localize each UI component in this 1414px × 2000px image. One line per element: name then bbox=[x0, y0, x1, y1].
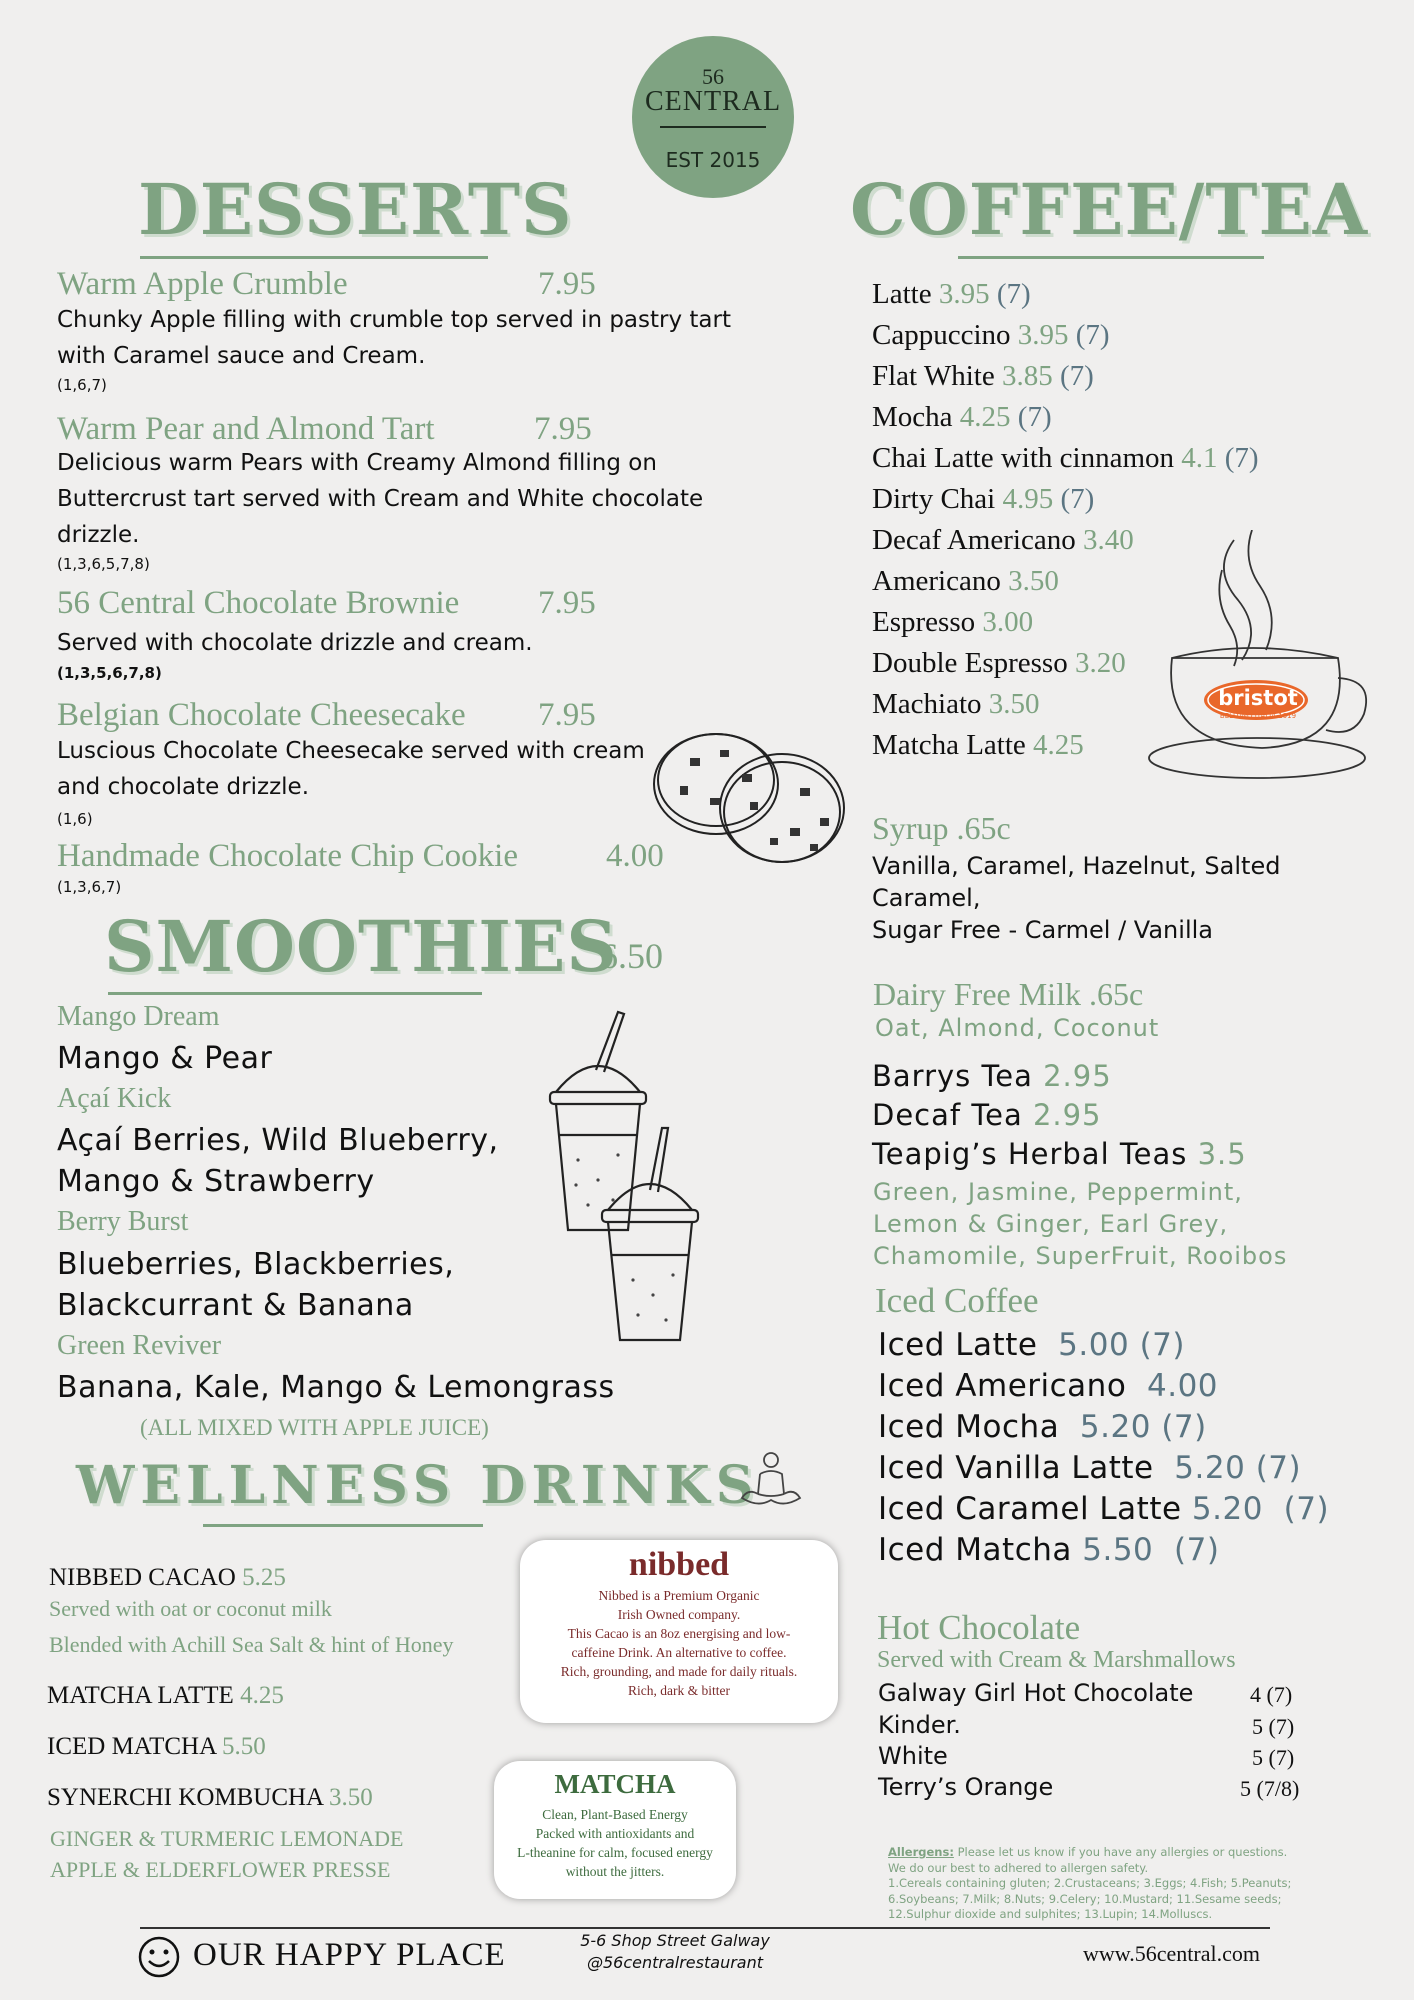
iced-price: 5.50 bbox=[1082, 1532, 1154, 1568]
syrup-line: Sugar Free - Carmel / Vanilla bbox=[872, 916, 1213, 944]
hot-chocolate-price: 5 (7) bbox=[1252, 1745, 1295, 1770]
coffee-name: Machiato bbox=[872, 688, 982, 720]
coffee-price: 3.95 bbox=[1017, 319, 1069, 351]
dessert-item-apple-crumble bbox=[57, 266, 757, 303]
allergen-intro: Please let us know if you have any allergies or questions. bbox=[957, 1845, 1288, 1859]
coffee-item bbox=[872, 274, 1259, 315]
dessert-price: 7.95 bbox=[538, 266, 596, 302]
smoothies-rule bbox=[108, 992, 482, 995]
dessert-description: Chunky Apple filling with crumble top served in pastry tart with Caramel sauce and Cream. bbox=[57, 307, 731, 369]
iced-allergen: (7) bbox=[1139, 1327, 1185, 1363]
logo-est: EST 2015 bbox=[665, 148, 761, 172]
dessert-price: 4.00 bbox=[606, 838, 664, 874]
iced-price: 5.00 bbox=[1058, 1327, 1130, 1363]
dessert-price: 7.95 bbox=[534, 411, 592, 447]
hot-chocolate-name: Terry’s Orange bbox=[878, 1773, 1054, 1801]
herbal-line: Chamomile, SuperFruit, Rooibos bbox=[873, 1242, 1288, 1270]
tea-price: 2.95 bbox=[1043, 1059, 1112, 1093]
iced-name: Iced Mocha bbox=[878, 1409, 1060, 1445]
nibbed-description bbox=[520, 1586, 838, 1700]
restaurant-logo bbox=[632, 36, 794, 198]
iced-allergen: (7) bbox=[1255, 1450, 1302, 1486]
dessert-name: Handmade Chocolate Chip Cookie bbox=[57, 838, 518, 874]
syrup-line: Vanilla, Caramel, Hazelnut, Salted bbox=[872, 852, 1281, 880]
coffee-price: 4.25 bbox=[1033, 729, 1084, 761]
footer-website[interactable]: www.56central.com bbox=[1083, 1941, 1260, 1966]
wellness-item-iced-matcha bbox=[47, 1733, 266, 1761]
coffee-name: Chai Latte with cinnamon bbox=[872, 442, 1175, 474]
smoothies-price: 6.50 bbox=[600, 936, 663, 976]
iced-price: 5.20 bbox=[1191, 1491, 1263, 1527]
dessert-name: Warm Apple Crumble bbox=[57, 266, 348, 302]
coffee-price: 3.00 bbox=[982, 606, 1034, 638]
coffee-name: Double Espresso bbox=[872, 647, 1068, 679]
smoothie-name: Mango Dream bbox=[57, 1001, 220, 1032]
coffee-allergen: (7) bbox=[1059, 360, 1094, 392]
coffee-allergen: (7) bbox=[996, 278, 1031, 310]
smoothie-ingredients: Blackcurrant & Banana bbox=[57, 1288, 414, 1323]
iced-allergen: (7) bbox=[1283, 1491, 1330, 1527]
iced-item bbox=[878, 1530, 1329, 1571]
syrup-options bbox=[872, 850, 1280, 946]
coffee-price: 4.1 bbox=[1181, 442, 1218, 474]
tea-item bbox=[872, 1096, 1247, 1135]
coffee-price: 4.25 bbox=[959, 401, 1011, 433]
nibbed-line: Irish Owned company. bbox=[617, 1607, 741, 1622]
dessert-allergens: (1,3,5,6,7,8) bbox=[57, 664, 162, 682]
coffee-allergen: (7) bbox=[1224, 442, 1259, 474]
herbal-tea-options bbox=[873, 1176, 1287, 1272]
iced-allergen: (7) bbox=[1161, 1409, 1207, 1445]
allergen-line: 12.Sulphur dioxide and sulphites; 13.Lupin; 14.Molluscs. bbox=[888, 1907, 1213, 1921]
allergen-label: Allergens: bbox=[888, 1845, 954, 1859]
wellness-name: ICED MATCHA bbox=[47, 1733, 216, 1760]
nibbed-logo-text: nibbed bbox=[628, 1546, 730, 1583]
smoothies-note: (ALL MIXED WITH APPLE JUICE) bbox=[140, 1415, 489, 1440]
iced-name: Iced Latte bbox=[878, 1327, 1038, 1363]
matcha-info-card bbox=[494, 1761, 736, 1899]
coffee-rule bbox=[958, 256, 1264, 259]
dessert-name: Warm Pear and Almond Tart bbox=[57, 411, 435, 447]
allergen-line: 1.Cereals containing gluten; 2.Crustaceans; 3.Eggs; 4.Fish; 5.Peanuts; bbox=[888, 1876, 1292, 1890]
allergen-line: 6.Soybeans; 7.Milk; 8.Nuts; 9.Celery; 10.Mustard; 11.Sesame seeds; bbox=[888, 1891, 1282, 1906]
footer-divider bbox=[140, 1927, 1270, 1929]
iced-name: Iced Vanilla Latte bbox=[878, 1450, 1154, 1486]
nibbed-info-card bbox=[520, 1540, 838, 1723]
hot-chocolate-price: 5 (7/8) bbox=[1240, 1776, 1300, 1801]
coffee-name: Americano bbox=[872, 565, 1001, 597]
dairy-free-options: Oat, Almond, Coconut bbox=[875, 1014, 1160, 1042]
coffee-item bbox=[872, 438, 1259, 479]
smoothie-ingredients: Banana, Kale, Mango & Lemongrass bbox=[57, 1370, 615, 1405]
nibbed-line: This Cacao is an 8oz energising and low- bbox=[567, 1626, 791, 1641]
coffee-price: 3.50 bbox=[988, 688, 1040, 720]
cacao-blend-note: Blended with Achill Sea Salt & hint of Honey bbox=[49, 1632, 454, 1657]
wellness-name: SYNERCHI KOMBUCHA bbox=[47, 1784, 323, 1811]
nibbed-line: caffeine Drink. An alternative to coffee. bbox=[571, 1645, 787, 1660]
hot-chocolate-name: Galway Girl Hot Chocolate bbox=[878, 1679, 1194, 1707]
iced-coffee-heading: Iced Coffee bbox=[875, 1281, 1039, 1320]
dessert-allergens: (1,6) bbox=[57, 810, 93, 828]
dessert-name: Belgian Chocolate Cheesecake bbox=[57, 697, 466, 733]
desserts-rule bbox=[140, 256, 488, 259]
bristot-tagline: BELLUNO ITALIA 1919 bbox=[1219, 712, 1297, 720]
allergen-line: We do our best to adhered to allergen safety. bbox=[888, 1860, 1149, 1875]
coffee-price: 3.50 bbox=[1008, 565, 1059, 597]
cacao-serving-note: Served with oat or coconut milk bbox=[49, 1596, 332, 1621]
iced-item bbox=[878, 1407, 1329, 1448]
coffee-cup-illustration bbox=[1142, 530, 1382, 780]
coffee-price: 3.85 bbox=[1001, 360, 1053, 392]
smoothie-ingredients: Mango & Strawberry bbox=[57, 1164, 375, 1199]
logo-name: CENTRAL bbox=[644, 86, 782, 117]
wellness-name: MATCHA LATTE bbox=[47, 1682, 234, 1709]
iced-item bbox=[878, 1366, 1329, 1407]
nibbed-line: Nibbed is a Premium Organic bbox=[598, 1588, 760, 1603]
dessert-name: 56 Central Chocolate Brownie bbox=[57, 585, 460, 621]
tea-name: Decaf Tea bbox=[872, 1098, 1023, 1132]
coffee-allergen: (7) bbox=[1017, 401, 1052, 433]
dessert-item-brownie bbox=[57, 585, 757, 622]
wellness-price: 5.25 bbox=[242, 1564, 286, 1591]
coffee-allergen: (7) bbox=[1075, 319, 1110, 351]
iced-price: 5.20 bbox=[1174, 1450, 1246, 1486]
iced-name: Iced Matcha bbox=[878, 1532, 1072, 1568]
smoothie-ingredients: Mango & Pear bbox=[57, 1041, 273, 1076]
coffee-price: 3.95 bbox=[938, 278, 990, 310]
matcha-line: L-theanine for calm, focused energy bbox=[517, 1845, 713, 1860]
matcha-line: Packed with antioxidants and bbox=[535, 1826, 695, 1841]
bristot-logo-text: bristot bbox=[1218, 686, 1298, 710]
herbal-line: Green, Jasmine, Peppermint, bbox=[873, 1178, 1243, 1206]
footer-address: 5-6 Shop Street Galway bbox=[580, 1931, 770, 1950]
syrup-line: Caramel, bbox=[872, 884, 981, 912]
coffee-price: 3.20 bbox=[1074, 647, 1126, 679]
syrup-heading: Syrup .65c bbox=[872, 810, 1011, 846]
coffee-price: 3.40 bbox=[1082, 524, 1134, 556]
dessert-price: 7.95 bbox=[538, 585, 596, 621]
smoothie-name: Berry Burst bbox=[57, 1206, 189, 1237]
coffee-name: Decaf Americano bbox=[872, 524, 1076, 556]
tea-name: Teapig’s Herbal Teas bbox=[872, 1137, 1188, 1171]
hot-chocolate-heading: Hot Chocolate bbox=[877, 1608, 1081, 1647]
dessert-description: Luscious Chocolate Cheesecake served with cream and chocolate drizzle. bbox=[57, 738, 645, 800]
coffee-name: Cappuccino bbox=[872, 319, 1011, 351]
iced-name: Iced Caramel Latte bbox=[878, 1491, 1182, 1527]
cookies-illustration bbox=[650, 728, 850, 868]
dessert-description: Served with chocolate drizzle and cream. bbox=[57, 630, 533, 656]
wellness-extra: GINGER & TURMERIC LEMONADE bbox=[50, 1826, 404, 1851]
smoothies-heading: SMOOTHIES bbox=[104, 905, 618, 988]
smoothie-cups-illustration bbox=[538, 1010, 738, 1345]
coffee-item bbox=[872, 356, 1259, 397]
herbal-line: Lemon & Ginger, Earl Grey, bbox=[873, 1210, 1229, 1238]
smoothie-name: Green Reviver bbox=[57, 1330, 222, 1361]
meditation-icon bbox=[738, 1448, 804, 1514]
dairy-free-heading: Dairy Free Milk .65c bbox=[873, 976, 1144, 1012]
iced-price: 5.20 bbox=[1079, 1409, 1151, 1445]
dessert-allergens: (1,3,6,7) bbox=[57, 878, 122, 896]
hot-chocolate-name: White bbox=[878, 1742, 948, 1770]
coffee-name: Flat White bbox=[872, 360, 995, 392]
footer-handle: @56centralrestaurant bbox=[586, 1953, 763, 1972]
coffee-name: Dirty Chai bbox=[872, 483, 996, 515]
coffee-name: Latte bbox=[872, 278, 932, 310]
coffee-item bbox=[872, 397, 1259, 438]
wellness-name: NIBBED CACAO bbox=[49, 1564, 236, 1591]
iced-name: Iced Americano bbox=[878, 1368, 1127, 1404]
coffee-name: Espresso bbox=[872, 606, 976, 638]
iced-allergen: (7) bbox=[1174, 1532, 1220, 1568]
tea-price: 3.5 bbox=[1197, 1137, 1247, 1171]
coffee-name: Matcha Latte bbox=[872, 729, 1026, 761]
iced-item bbox=[878, 1448, 1329, 1489]
smoothie-ingredients: Blueberries, Blackberries, bbox=[57, 1247, 455, 1282]
desserts-heading: DESSERTS bbox=[138, 168, 573, 251]
dessert-allergens: (1,3,6,5,7,8) bbox=[57, 555, 150, 573]
wellness-price: 4.25 bbox=[240, 1682, 284, 1709]
logo-divider bbox=[660, 126, 766, 128]
nibbed-line: Rich, grounding, and made for daily rituals. bbox=[560, 1664, 798, 1679]
dessert-item-pear-tart bbox=[57, 411, 757, 448]
coffee-item bbox=[872, 479, 1259, 520]
hot-chocolate-price: 5 (7) bbox=[1252, 1714, 1295, 1739]
matcha-card-title: MATCHA bbox=[554, 1769, 676, 1799]
wellness-rule bbox=[203, 1524, 483, 1527]
dessert-price: 7.95 bbox=[538, 697, 596, 733]
iced-item bbox=[878, 1325, 1329, 1366]
coffee-heading: COFFEE/TEA bbox=[850, 168, 1369, 251]
wellness-item-matcha-latte bbox=[47, 1682, 284, 1710]
coffee-name: Mocha bbox=[872, 401, 953, 433]
iced-coffee-list bbox=[878, 1325, 1329, 1571]
wellness-item-kombucha bbox=[47, 1784, 373, 1812]
hot-chocolate-price: 4 (7) bbox=[1250, 1682, 1293, 1707]
tea-list bbox=[872, 1057, 1247, 1174]
coffee-price: 4.95 bbox=[1002, 483, 1054, 515]
tea-name: Barrys Tea bbox=[872, 1059, 1033, 1093]
tea-price: 2.95 bbox=[1032, 1098, 1102, 1132]
smoothie-name: Açaí Kick bbox=[57, 1083, 172, 1114]
footer-tagline: OUR HAPPY PLACE bbox=[193, 1937, 506, 1973]
wellness-item-cacao bbox=[49, 1564, 286, 1592]
tea-item bbox=[872, 1135, 1247, 1174]
tea-item bbox=[872, 1057, 1247, 1096]
hot-chocolate-subtitle: Served with Cream & Marshmallows bbox=[877, 1647, 1236, 1673]
iced-item bbox=[878, 1489, 1329, 1530]
wellness-extra: APPLE & ELDERFLOWER PRESSE bbox=[50, 1857, 391, 1882]
hot-chocolate-name: Kinder. bbox=[878, 1711, 961, 1739]
matcha-line: without the jitters. bbox=[565, 1864, 665, 1879]
logo-number: 56 bbox=[702, 64, 724, 89]
nibbed-line: Rich, dark & bitter bbox=[628, 1683, 730, 1698]
matcha-line: Clean, Plant-Based Energy bbox=[542, 1807, 688, 1822]
allergen-info bbox=[888, 1845, 1308, 1923]
wellness-heading: WELLNESS DRINKS bbox=[76, 1455, 760, 1516]
footer-address-block bbox=[560, 1930, 790, 1974]
wellness-price: 5.50 bbox=[222, 1733, 266, 1760]
coffee-item bbox=[872, 315, 1259, 356]
dessert-allergens: (1,6,7) bbox=[57, 376, 107, 394]
smiley-icon bbox=[138, 1936, 180, 1978]
smoothie-ingredients: Açaí Berries, Wild Blueberry, bbox=[57, 1123, 499, 1158]
coffee-allergen: (7) bbox=[1060, 483, 1095, 515]
matcha-description bbox=[494, 1805, 736, 1881]
dessert-description: Delicious warm Pears with Creamy Almond filling on Buttercrust tart served with Cream and White chocolate drizzle. bbox=[57, 450, 704, 548]
iced-price: 4.00 bbox=[1147, 1368, 1219, 1404]
wellness-price: 3.50 bbox=[328, 1784, 373, 1811]
